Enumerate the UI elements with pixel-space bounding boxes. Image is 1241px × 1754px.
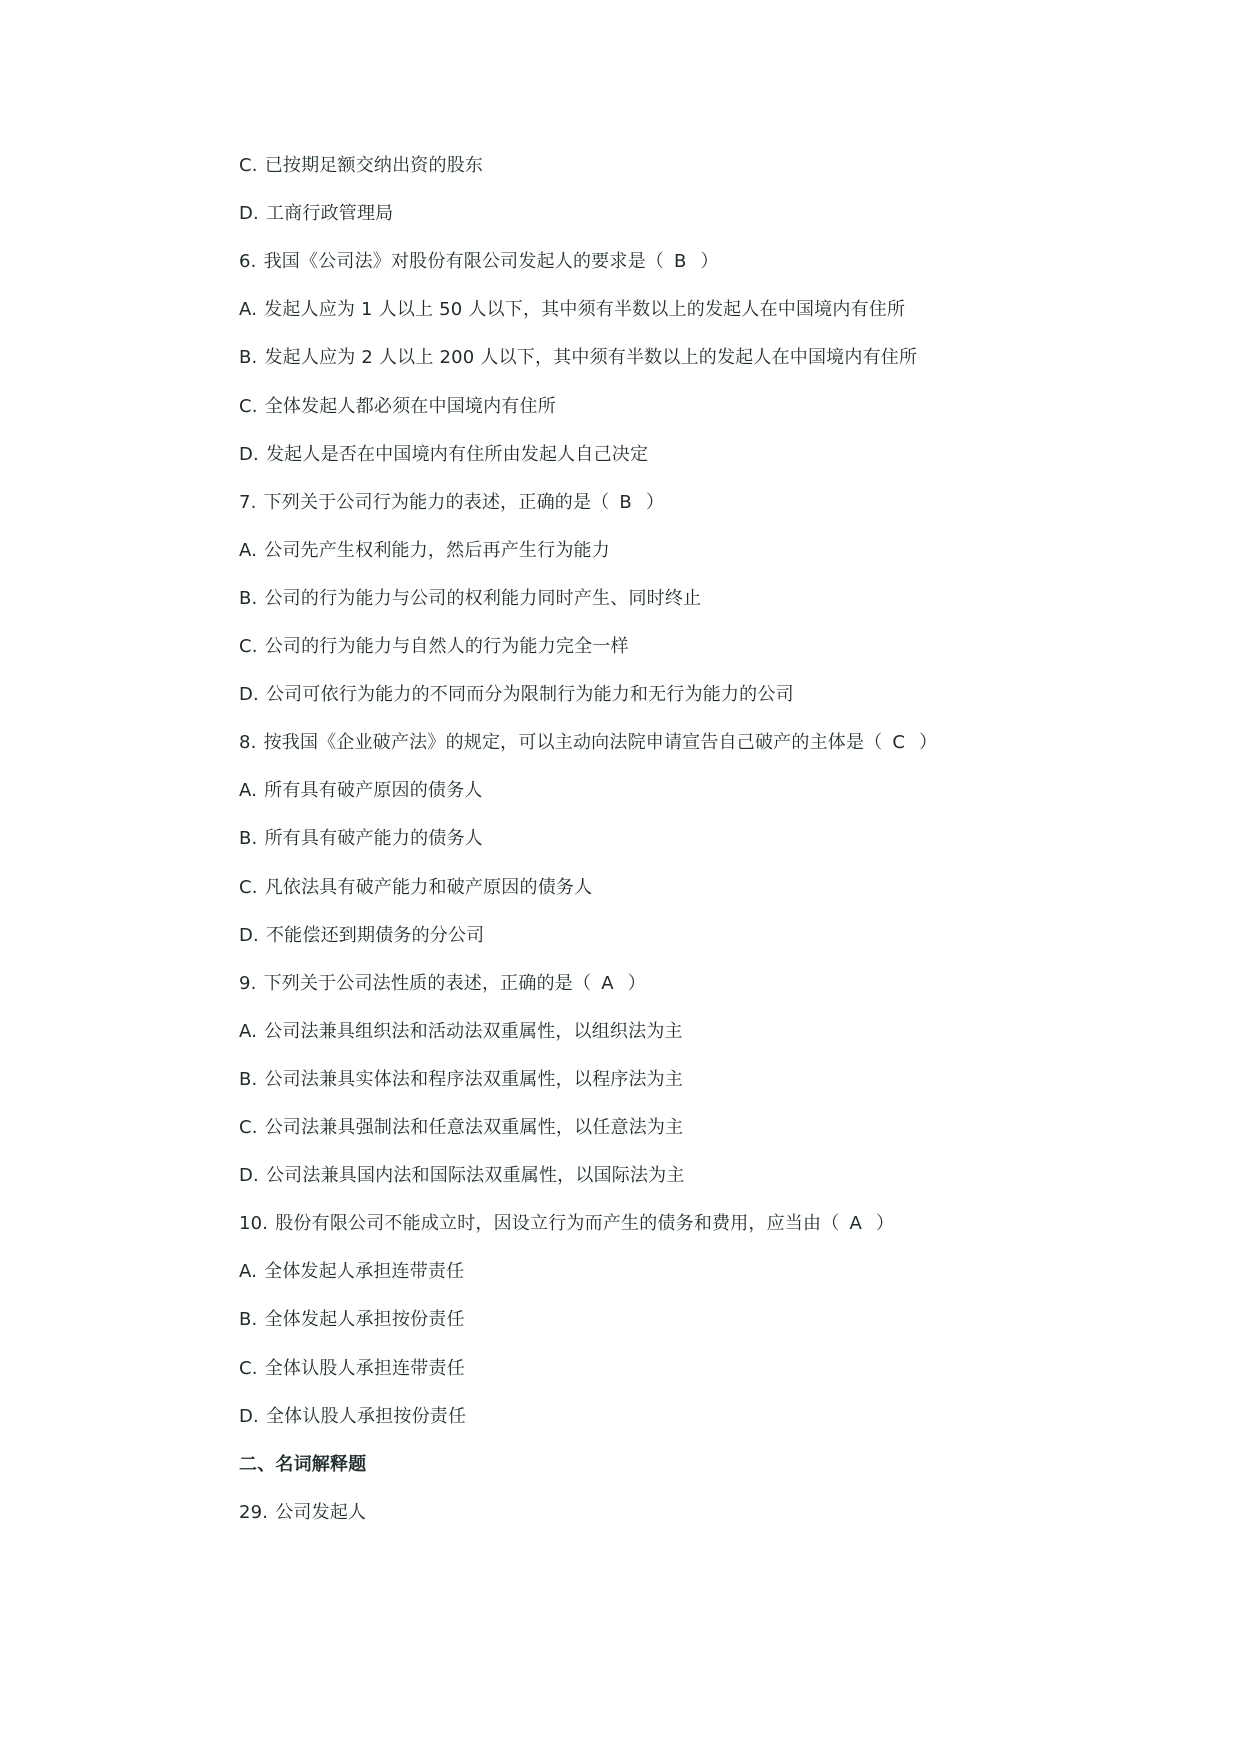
item-number: A. <box>239 1261 258 1282</box>
item-text: 所有具有破产能力的债务人 <box>264 828 483 849</box>
closing-paren: ） <box>645 492 665 513</box>
item-number: B. <box>239 828 258 849</box>
item-number: D. <box>239 203 259 224</box>
option-line <box>239 1068 683 1092</box>
option-line <box>239 924 484 948</box>
option-line <box>239 1020 683 1044</box>
option-line <box>239 1116 683 1140</box>
item-text: 工商行政管理局 <box>265 203 394 224</box>
item-text: 按我国《企业破产法》的规定，可以主动向法院申请宣告自己破产的主体是（ <box>263 732 883 753</box>
item-number: B. <box>239 1309 258 1330</box>
item-text: 全体发起人承担连带责任 <box>264 1261 465 1282</box>
option-line <box>239 443 648 467</box>
option-line <box>239 635 629 659</box>
closing-paren: ） <box>627 973 646 994</box>
option-line <box>239 539 610 563</box>
item-number: B. <box>239 588 258 609</box>
option-line <box>239 1260 464 1284</box>
item-text: 全体认股人承担按份责任 <box>265 1406 467 1427</box>
item-text: 公司发起人 <box>275 1502 367 1523</box>
item-number: 29. <box>239 1502 269 1523</box>
answer-letter: C <box>892 732 906 753</box>
item-number: D. <box>239 684 259 705</box>
question-line <box>239 972 646 996</box>
option-line <box>239 827 483 851</box>
item-text: 公司法兼具强制法和任意法双重属性，以任意法为主 <box>264 1117 684 1138</box>
option-line <box>239 1164 685 1188</box>
question-line <box>239 491 664 515</box>
question-line <box>239 1212 894 1236</box>
option-line <box>239 587 701 611</box>
answer-letter: B <box>673 251 687 272</box>
item-text: 已按期足额交纳出资的股东 <box>264 155 484 176</box>
question-line <box>239 1501 366 1525</box>
option-line <box>239 1308 465 1332</box>
answer-letter: A <box>601 973 614 994</box>
item-text: 不能偿还到期债务的分公司 <box>265 925 485 946</box>
item-text: 股份有限公司不能成立时，因设立行为而产生的债务和费用，应当由（ <box>275 1213 840 1234</box>
section-heading <box>239 1453 366 1477</box>
item-text: 所有具有破产原因的债务人 <box>264 780 483 801</box>
closing-paren: ） <box>919 732 938 753</box>
item-text: 发起人应为 1 人以上 50 人以下，其中须有半数以上的发起人在中国境内有住所 <box>264 299 906 320</box>
option-line <box>239 1357 465 1381</box>
item-number: A. <box>239 299 258 320</box>
item-number: C. <box>239 396 258 417</box>
question-line <box>239 250 719 274</box>
item-text: 公司可依行为能力的不同而分为限制行为能力和无行为能力的公司 <box>265 684 794 705</box>
closing-paren: ） <box>875 1213 895 1234</box>
item-text: 二、名词解释题 <box>239 1454 367 1475</box>
item-text: 公司法兼具国内法和国际法双重属性，以国际法为主 <box>265 1165 685 1186</box>
option-line <box>239 876 592 900</box>
item-text: 全体认股人承担连带责任 <box>264 1358 465 1379</box>
closing-paren: ） <box>700 251 719 272</box>
item-text: 公司法兼具组织法和活动法双重属性，以组织法为主 <box>264 1021 683 1042</box>
item-number: C. <box>239 877 258 898</box>
item-number: 8. <box>239 732 257 753</box>
item-text: 全体发起人都必须在中国境内有住所 <box>264 396 556 417</box>
item-number: C. <box>239 1358 258 1379</box>
option-line <box>239 154 483 178</box>
item-text: 发起人是否在中国境内有住所由发起人自己决定 <box>265 444 649 465</box>
answer-letter: B <box>619 492 632 513</box>
item-text: 公司的行为能力与自然人的行为能力完全一样 <box>264 636 629 657</box>
option-line <box>239 395 556 419</box>
item-number: D. <box>239 1165 259 1186</box>
item-text: 全体发起人承担按份责任 <box>264 1309 465 1330</box>
item-number: D. <box>239 444 259 465</box>
item-number: D. <box>239 1406 259 1427</box>
item-text: 公司的行为能力与公司的权利能力同时产生、同时终止 <box>264 588 702 609</box>
item-number: C. <box>239 636 258 657</box>
item-number: C. <box>239 1117 258 1138</box>
option-line <box>239 1405 466 1429</box>
option-line <box>239 202 393 226</box>
option-line <box>239 779 483 803</box>
item-number: 9. <box>239 973 257 994</box>
item-text: 下列关于公司法性质的表述，正确的是（ <box>263 973 592 994</box>
item-text: 我国《公司法》对股份有限公司发起人的要求是（ <box>263 251 664 272</box>
item-number: 7. <box>239 492 257 513</box>
item-text: 凡依法具有破产能力和破产原因的债务人 <box>264 877 593 898</box>
item-number: B. <box>239 347 258 368</box>
item-number: A. <box>239 540 258 561</box>
item-number: A. <box>239 780 258 801</box>
item-number: A. <box>239 1021 258 1042</box>
option-line <box>239 683 794 707</box>
item-number: 10. <box>239 1213 269 1234</box>
item-text: 发起人应为 2 人以上 200 人以下，其中须有半数以上的发起人在中国境内有住所 <box>264 347 918 368</box>
item-number: D. <box>239 925 259 946</box>
option-line <box>239 346 917 370</box>
item-number: 6. <box>239 251 257 272</box>
item-text: 公司法兼具实体法和程序法双重属性，以程序法为主 <box>264 1069 684 1090</box>
question-line <box>239 731 937 755</box>
item-text: 下列关于公司行为能力的表述，正确的是（ <box>263 492 610 513</box>
option-line <box>239 298 905 322</box>
item-number: B. <box>239 1069 258 1090</box>
item-text: 公司先产生权利能力，然后再产生行为能力 <box>264 540 610 561</box>
answer-letter: A <box>849 1213 862 1234</box>
item-number: C. <box>239 155 258 176</box>
